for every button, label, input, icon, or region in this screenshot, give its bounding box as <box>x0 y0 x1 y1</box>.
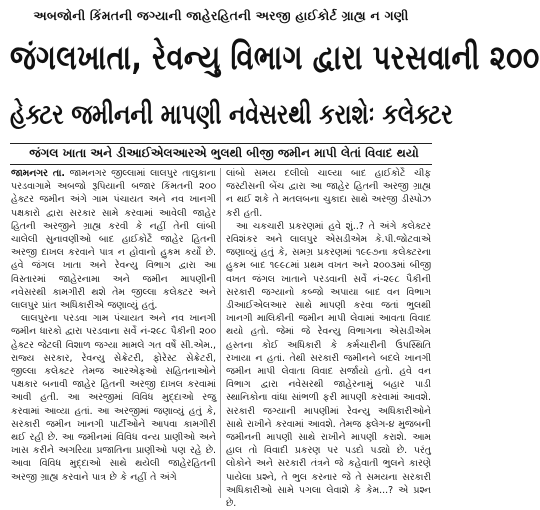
dateline-city: જામનગર <box>11 168 48 179</box>
headline-line-2: હેક્ટર જમીનની માપણી નવેસરથી કરાશેઃ કલેક્ટર <box>10 99 453 131</box>
column-divider <box>220 168 221 498</box>
headline-rule-top <box>10 143 432 144</box>
right-paragraph-2: આ ચકચારી પ્રકરણમાં હવે શું..? તે અંગે કલેક્ટર રવિશંકર અને લાલપુર એસડીએમ કે.પી.જોટવાએ જણાવ્યું હતું કે, સમગ્ર પ્રકરણમાં ૧૯૯૭ના કલેક્ટરના હુકમ બાદ ૧૯૯૮માં પ્રથમ વખત અને ૨૦૦૩માં બીજી વખત જંગલ ખાતાને પરડવાની સર્વે નં-૨૯૮ પૈકીની સરકારી જગ્યાનો કબ્જો અપાયા બાદ વન વિભાગ ડીઆઈએલઆર સાથે માપણી કરવા જતાં ભુલથી ખાનગી માલિકીની જમીન માપી લેવામાં આવતા વિવાદ થયો હતો. જેમાં જે રેવન્યુ વિભાગના એસડીએમ હસ્તના કોઈ અધિકારી કે કર્મચારીની ઉપસ્થિતિ રખાયા ન હતાં. તેથી સરકારી જમીનને બદલે ખાનગી જમીન માપી લેવાતા વિવાદ સર્જાયો હતો. હવે વન વિભાગ દ્વારા નવેસરથી જાહેરનામું બહાર પાડી સ્થાનિકોના વાંધા સાંભળી ફરી માપણી કરવામાં આવશે. સરકારી જગ્યાની માપણીમાં રેવન્યુ અધિકારીઓને સાથે રાખીને કરવામાં આવશે. તેમજ ફ્લેગ-૪ મુજબની જમીનની માપણી સાથે રાખીને માપણી કરાશે. આમ હાલ તો વિવાદી પ્રકરણ પર પડદો પડ્યો છે. પરંતુ લોકોને અને સરકારી તંત્રને જે કહેવાતી ભુલને કારણે પાયેલા પ્રશ્ને, તે ભુલ કરનાર જે તે સમયના સરકારી અધિકારીઓ સામે પગલા લેવાશે કે કેમ...? એ પ્રશ્ન છે. <box>226 220 431 510</box>
headline-rule-bottom <box>10 164 432 165</box>
subheadline: જંગલ ખાતા અને ડીઆઈએલઆરએ ભુલથી બીજી જમીન માપી લેતાં વિવાદ થયો <box>29 146 419 160</box>
dateline-source: તા. <box>52 168 65 179</box>
left-paragraph-2: લાલપુરના પરડવા ગામ પંચાયત અને નવ ખાનગી જમીન ધારકો દ્વારા પરડવાના સર્વે નં-૨૯૮ પૈકીની ૨૦૦ હેક્ટર જેટલી વિશાળ જગ્યા મામલે ગત વર્ષે સી.એમ., રાજ્ય સરકાર, રેવન્યુ સેક્રેટરી, ફોરેસ્ટ સેક્રેટરી, જીલ્લા કલેક્ટર તેમજ આરએફઓ સહિતનાઓને પક્ષકાર બનાવી જાહેર હિતની અરજી દાખલ કરવામાં આવી હતી. આ અરજીમાં વિવિધ મુદ્દાઓ રજુ કરવામાં આવ્યા હતાં. આ અરજીમાં જણાવ્યું હતું કે, સરકારી જમીન ખાનગી પાર્ટીઓને આપવા કામગીરી થઈ રહી છે. આ જમીનમાં વિવિધ વન્ય પ્રાણીઓ અને ખાસ કરીને અગરિયા પ્રજાતિના પ્રાણીઓ પણ રહે છે. આવા વિવિધ મુદ્દાઓ સાથે થયેલી જાહેરહિતની અરજી ગ્રાહ્ય કરવાને પાત્ર છે કે નહીં તે અંગે <box>11 313 216 483</box>
article-column-left <box>11 167 216 501</box>
kicker-line: અબજોની કિંમતની જગ્યાની જાહેરહિતની અરજી હાઈકોર્ટ ગ્રાહ્ય ન ગણી <box>33 8 409 23</box>
headline-line-1: જંગલખાતા, રેવન્યુ વિભાગ દ્વારા પરસવાની ૨૦૦ <box>10 39 540 78</box>
left-paragraph-1 <box>11 167 216 312</box>
right-paragraph-1: લાંબો સમય દલીલો ચાલ્યા બાદ હાઈકોર્ટે ચીફ જસ્ટીસની બેંચ દ્વારા આ જાહેર હિતની અરજી ગ્રાહ્ય ન થઈ શકે તે મતલબના ચુકાદા સાથે અરજી ડીસ્પોઝ કરી હતી. <box>226 168 431 219</box>
article-column-right <box>226 167 431 510</box>
left-paragraph-1-text: જામનગર જીલ્લામાં લાલપુર તાલુકાના પરડવાગામે અબજો રૂપિયાની બજાર કિંમતની ૨૦૦ હેક્ટર જમીન અંગે ગામ પંચાયત અને નવ ખાનગી પક્ષકારો દ્વારા સરકાર સામે કરવામાં આવેલી જાહેર હિતની અરજીને ગ્રાહ્ય કરવી કે નહીં તેની લાંબી ચાલેલી સુનાવણીઓ બાદ હાઈકોર્ટે જાહેર હિતની અરજી દાખલ કરવાને પાત્ર ન હોવાનો હુકમ કર્યો છે. હવે જંગલ ખાતા અને રેવન્યુ વિભાગ દ્વારા આ વિસ્તારમાં જાહેરનામા અને જમીન માપણીની નવેસરથી કામગીરી થશે તેમ જીલ્લા કલેક્ટર અને લાલપુર પ્રાંત અધિકારીએ જણાવ્યું હતું. <box>11 168 216 312</box>
dateline <box>11 168 65 179</box>
